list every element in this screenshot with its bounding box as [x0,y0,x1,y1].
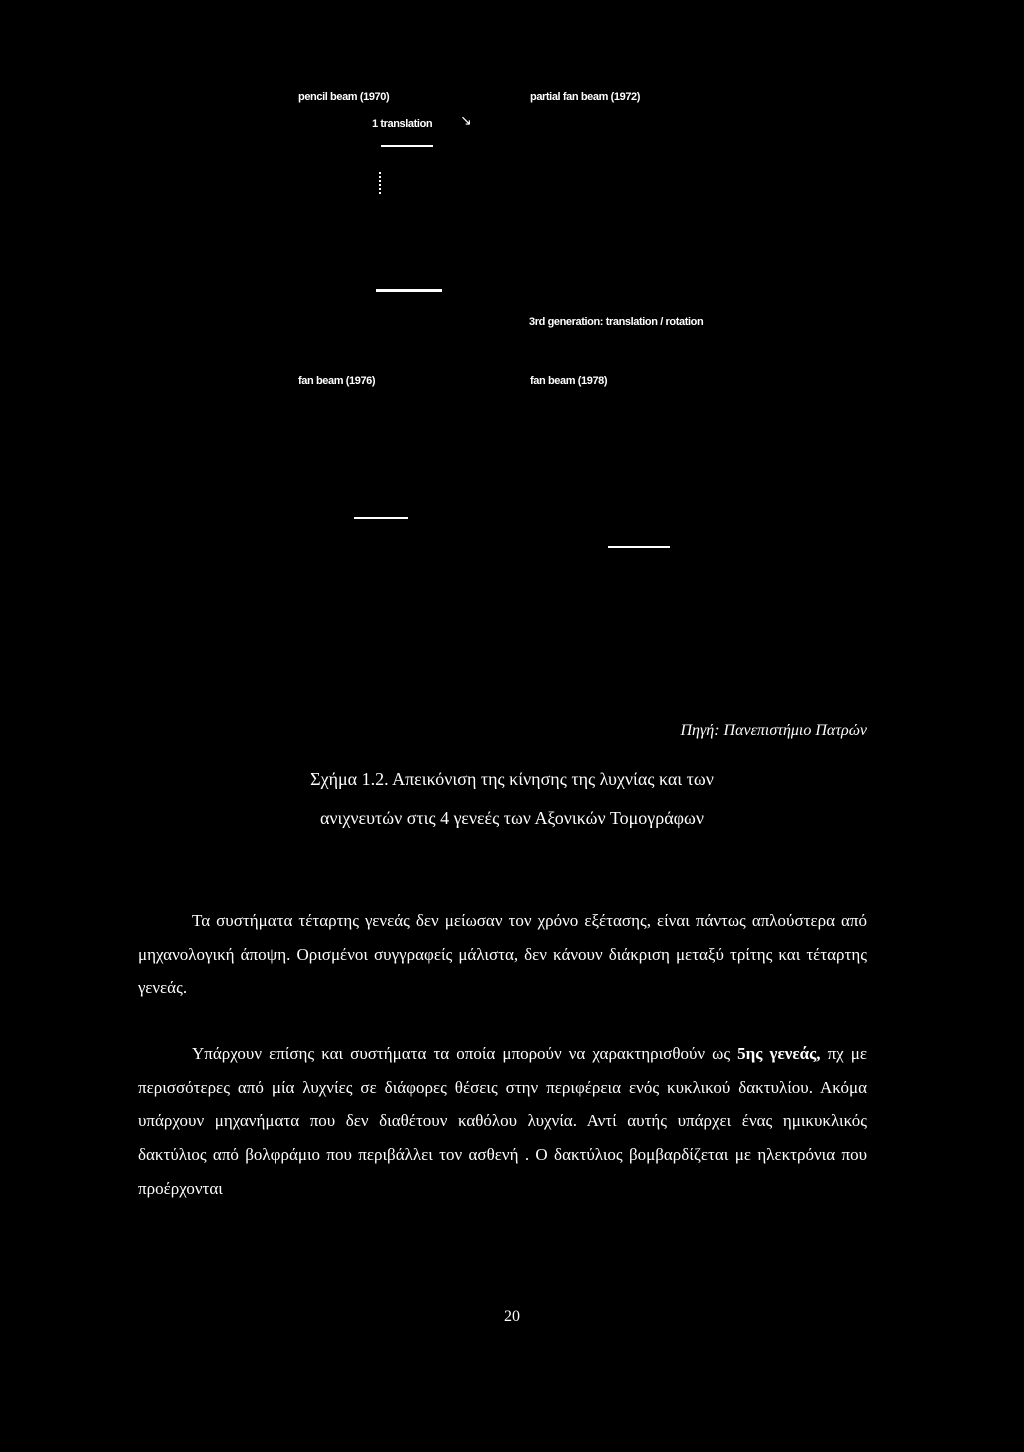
page-number: 20 [504,1308,520,1325]
paragraph-1: Τα συστήματα τέταρτης γενεάς δεν μείωσαν τον χρόνο εξέτασης, είναι πάντως απλούστερα από μηχανολογική άποψη. Ορισμένοι συγγραφείς μάλιστα, δεν κάνουν διάκριση μεταξύ τρίτης και τέταρτης γενεάς. [138,911,867,998]
label-pencil-beam: pencil beam (1970) [298,91,390,103]
detector-bar [381,145,433,147]
label-translation: 1 translation [372,118,433,130]
label-third-generation: 3rd generation: translation / rotation [529,316,704,328]
label-fan-beam-1976: fan beam (1976) [298,375,376,387]
gen3-bar [354,517,408,519]
figure-source: Πηγή: Πανεπιστήμιο Πατρών [680,722,867,739]
beam-dots [379,172,381,194]
rotation-arrow-icon: ↘ [460,113,472,129]
paragraph-2-bold: 5ης γενεάς, [737,1044,821,1063]
caption-line-2: ανιχνευτών στις 4 γενεές των Αξονικών Τομογράφων [319,808,704,828]
label-partial-fan-beam: partial fan beam (1972) [530,91,641,103]
paragraph-2-start: Υπάρχουν επίσης και συστήματα τα οποία μπορούν να χαρακτηρισθούν ως [192,1044,731,1063]
gen4-bar [608,546,670,548]
gen2-bar [376,289,442,292]
paragraph-2-rest: πχ με περισσότερες από μία λυχνίες σε διάφορες θέσεις στην περιφέρεια ενός κυκλικού δακτυλίου. Ακόμα υπάρχουν μηχανήματα που δεν διαθέτουν καθόλου λυχνία. Αντί αυτής υπάρχει ένας ημικυκλικός δακτύλιος από βολφράμιο που περιβάλλει τον ασθενή . Ο δακτύλιος βομβαρδίζεται με ηλεκτρόνια που προέρχονται [138,1044,868,1198]
label-fan-beam-1978: fan beam (1978) [530,375,608,387]
paragraph-2 [138,1037,867,1206]
caption-line-1: Σχήμα 1.2. Απεικόνιση της κίνησης της λυχνίας και των [310,769,714,789]
